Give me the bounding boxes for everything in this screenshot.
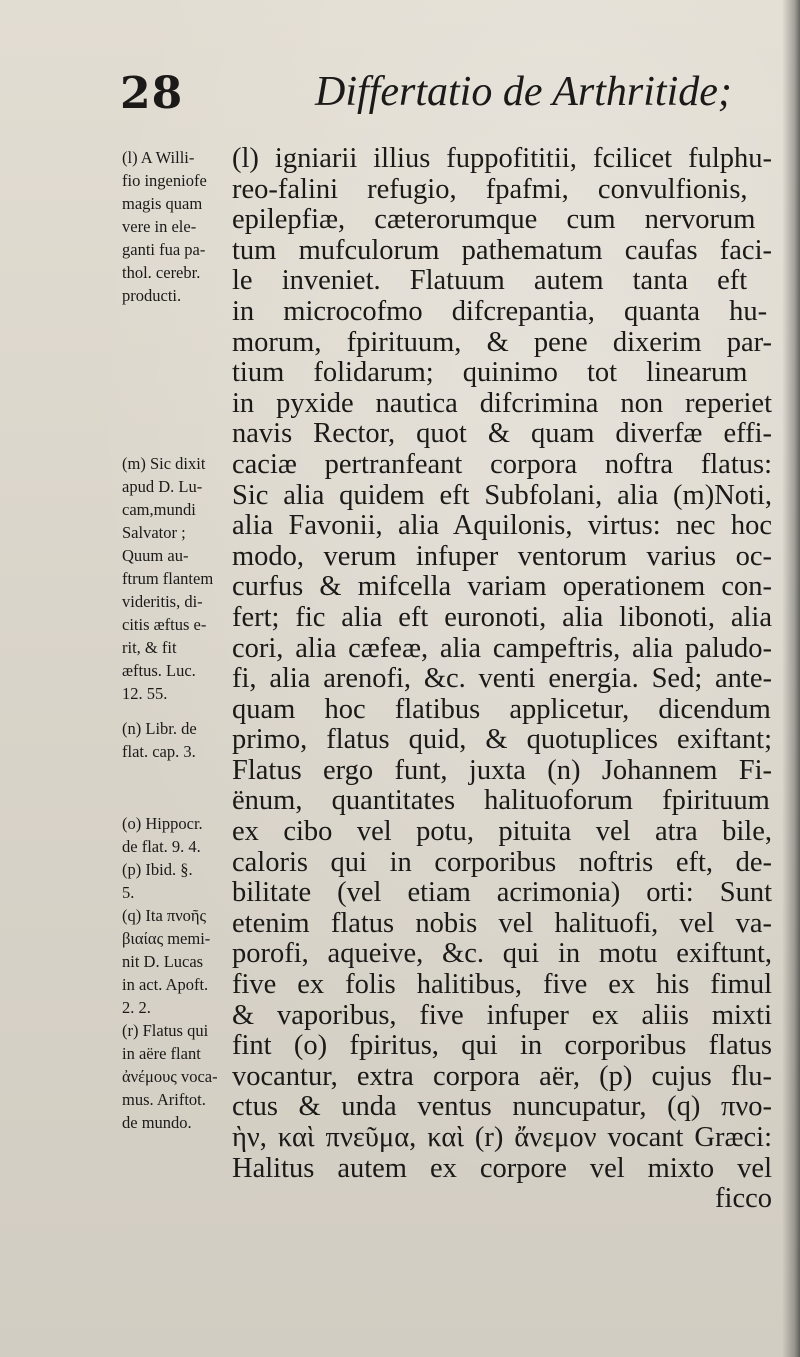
text-line: caciæ pertranfeant corpora noftra flatus: bbox=[232, 449, 772, 480]
text-line: caloris qui in corporibus noftris eft, de- bbox=[232, 847, 772, 878]
margin-note-l: (l) A Willi- fio ingeniofe magis quam vere in ele- ganti fua pa- thol. cerebr. producti. bbox=[122, 148, 207, 305]
text-line: ὴν, καὶ πνεῦμα, καὶ (r) ἄνεμον vocant Græci: bbox=[232, 1123, 772, 1153]
text-line: epilepfiæ, cæterorumque cum nervorum bbox=[232, 205, 756, 236]
text-line: Flatus ergo funt, juxta (n) Johannem Fi- bbox=[232, 755, 772, 786]
margin-notes bbox=[0, 0, 230, 1357]
text-line: ctus & unda ventus nuncupatur, (q) πνο- bbox=[232, 1092, 772, 1123]
running-title: Differtatio de Arthritide; bbox=[315, 69, 732, 115]
margin-note-o-r: (o) Hippocr. de flat. 9. 4. (p) Ibid. §. 5. (q) Ita πνοῆς βιαίας memi- nit D. Lucas in act. Apoft. 2. 2. (r) Flatus qui in aëre flant ἀνέμους voca- mus. Ariftot. de mundo. bbox=[122, 814, 218, 1132]
text-line: primo, flatus quid, & quotuplices exiftant; bbox=[232, 725, 772, 756]
text-line: cori, alia cæfeæ, alia campeftris, alia paludo- bbox=[232, 633, 772, 664]
text-line: vocantur, extra corpora aër, (p) cujus flu- bbox=[232, 1061, 772, 1092]
text-line: morum, fpirituum, & pene dixerim par- bbox=[232, 327, 772, 358]
text-line: ënum, quantitates halituoforum fpirituum bbox=[232, 786, 770, 817]
text-line: modo, verum infuper ventorum varius oc- bbox=[232, 541, 772, 572]
text-line: fert; fic alia eft euronoti, alia libonoti, alia bbox=[232, 602, 772, 633]
text-line: reo-falini refugio, fpafmi, convulfionis, bbox=[232, 174, 748, 205]
text-line: Halitus autem ex corpore vel mixto vel bbox=[232, 1153, 772, 1184]
margin-note-n: (n) Libr. de flat. cap. 3. bbox=[122, 719, 197, 761]
text-line: porofi, aqueive, &c. qui in motu exiftunt, bbox=[232, 939, 772, 970]
margin-note-m: (m) Sic dixit apud D. Lu- cam,mundi Salvator ; Quum au- ftrum flantem videritis, di- citis æftus e- rit, & fit æftus. Luc. 12. 55. bbox=[122, 454, 214, 703]
text-line: in pyxide nautica difcrimina non reperiet bbox=[232, 388, 772, 419]
text-line: alia Favonii, alia Aquilonis, virtus: nec hoc bbox=[232, 511, 772, 542]
text-line: ficco bbox=[715, 1184, 772, 1215]
text-line: quam hoc flatibus applicetur, dicendum bbox=[232, 694, 771, 725]
text-line: curfus & mifcella variam operationem con- bbox=[232, 572, 772, 603]
text-line: navis Rector, quot & quam diverfæ effi- bbox=[232, 419, 772, 450]
text-line: le inveniet. Flatuum autem tanta eft bbox=[232, 266, 748, 297]
text-line: fint (o) fpiritus, qui in corporibus flatus bbox=[232, 1031, 772, 1062]
page-number: 28 bbox=[120, 68, 184, 119]
text-line: tum mufculorum pathematum caufas faci- bbox=[232, 235, 772, 266]
page-edge-shadow bbox=[782, 0, 800, 1357]
text-line: in microcofmo difcrepantia, quanta hu- bbox=[232, 296, 768, 327]
text-line: bilitate (vel etiam acrimonia) orti: Sunt bbox=[232, 878, 772, 909]
text-line: five ex folis halitibus, five ex his fimul bbox=[232, 970, 772, 1001]
main-text bbox=[232, 144, 772, 1215]
text-line: etenim flatus nobis vel halituofi, vel va- bbox=[232, 908, 772, 939]
text-line: fi, alia arenofi, &c. venti energia. Sed; ante- bbox=[232, 664, 772, 695]
text-line: & vaporibus, five infuper ex aliis mixti bbox=[232, 1000, 772, 1031]
text-line: tium folidarum; quinimo tot linearum bbox=[232, 358, 748, 389]
text-line: ex cibo vel potu, pituita vel atra bile, bbox=[232, 817, 772, 848]
text-line: (l) igniarii illius fuppofititii, fcilicet fulphu- bbox=[232, 144, 772, 174]
text-line: Sic alia quidem eft Subfolani, alia (m)Noti, bbox=[232, 480, 772, 511]
